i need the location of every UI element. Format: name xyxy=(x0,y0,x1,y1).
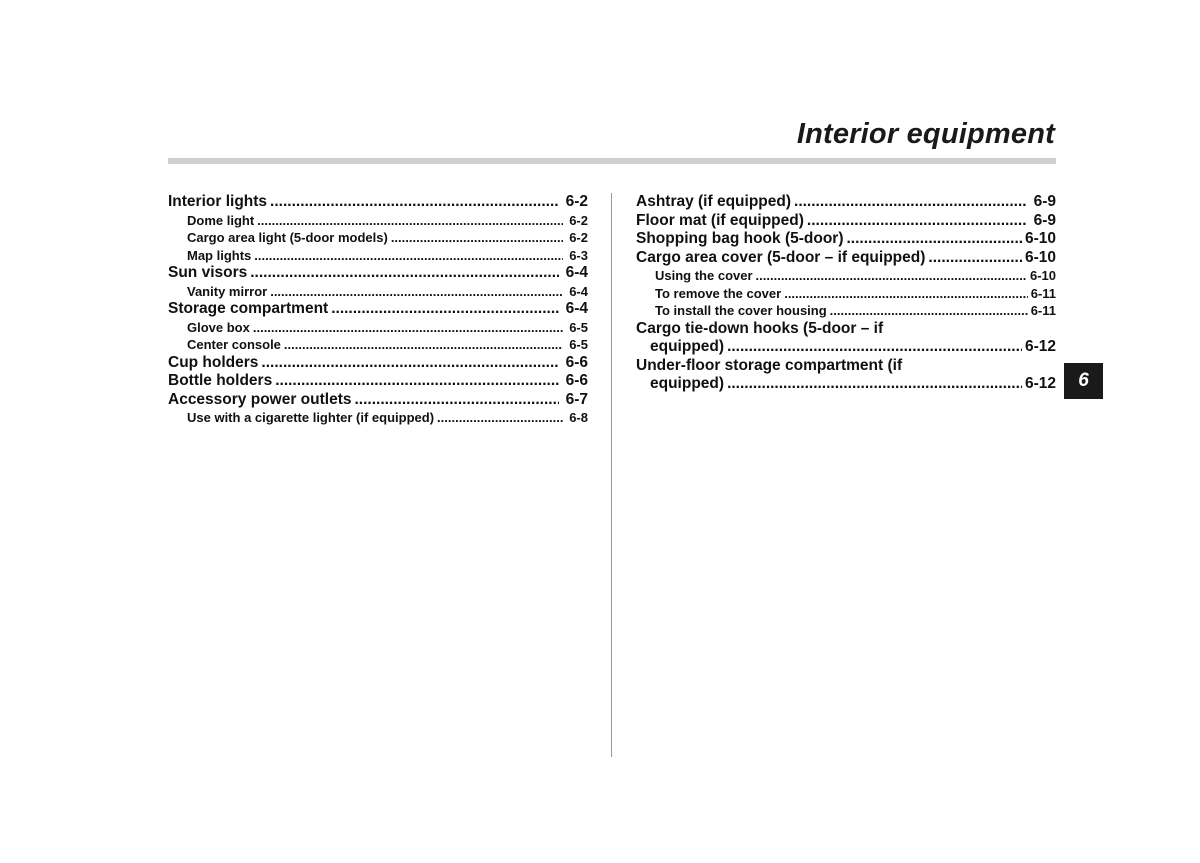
title-rule xyxy=(168,158,1056,164)
toc-entry-page: 6-2 xyxy=(565,193,588,210)
toc-entry-install-cover-housing[interactable] xyxy=(636,302,1056,320)
toc-entry-label: Shopping bag hook (5-door) xyxy=(636,230,844,247)
dot-leader xyxy=(784,285,1027,303)
toc-entry-label-line1: Cargo tie-down hooks (5-door – if xyxy=(636,319,884,337)
toc-entry-using-the-cover[interactable] xyxy=(636,267,1056,285)
column-divider xyxy=(611,193,612,757)
dot-leader xyxy=(270,193,559,212)
chapter-title: Interior equipment xyxy=(796,118,1055,150)
dot-leader xyxy=(250,264,559,283)
toc-entry-label-line2: equipped) xyxy=(650,338,725,355)
toc-entry-label: Cup holders xyxy=(168,353,259,371)
dot-leader xyxy=(257,212,563,230)
toc-entry-page: 6-9 xyxy=(1033,193,1056,210)
toc-entry-label: Cargo area cover (5-door – if equipped) xyxy=(636,248,926,266)
toc-entry-page: 6-2 xyxy=(569,212,588,228)
toc-left-column xyxy=(168,193,588,427)
toc-entry-ashtray[interactable] xyxy=(636,193,1056,212)
toc-entry-page: 6-5 xyxy=(569,319,588,335)
chapter-tab[interactable]: 6 xyxy=(1064,363,1103,399)
toc-entry-label: To install the cover housing xyxy=(655,303,827,318)
dot-leader xyxy=(275,372,559,391)
toc-entry-label: Using the cover xyxy=(655,268,753,283)
dot-leader xyxy=(437,409,563,427)
toc-entry-page: 6-8 xyxy=(569,410,588,425)
toc-entry-label: Glove box xyxy=(187,319,250,335)
toc-entry-map-lights[interactable] xyxy=(168,247,588,265)
dot-leader xyxy=(807,212,1027,231)
dot-leader xyxy=(794,193,1027,212)
toc-entry-cargo-area-cover[interactable] xyxy=(636,249,1056,268)
dot-leader xyxy=(391,229,563,247)
toc-entry-cup-holders[interactable] xyxy=(168,354,588,373)
toc-entry-page: 6-10 xyxy=(1029,268,1056,283)
toc-entry-cigarette-lighter[interactable] xyxy=(168,409,588,427)
dot-leader xyxy=(253,319,563,337)
toc-entry-label: To remove the cover xyxy=(655,285,782,301)
toc-entry-page: 6-7 xyxy=(565,390,588,408)
toc-entry-page: 6-10 xyxy=(1024,230,1056,247)
toc-entry-label: Center console xyxy=(187,337,281,352)
toc-entry-label: Map lights xyxy=(187,247,252,263)
toc-entry-page: 6-3 xyxy=(569,247,588,263)
toc-entry-label: Dome light xyxy=(187,212,255,228)
toc-entry-center-console[interactable] xyxy=(168,336,588,354)
toc-entry-remove-the-cover[interactable] xyxy=(636,285,1056,303)
dot-leader xyxy=(254,247,563,265)
toc-entry-vanity-mirror[interactable] xyxy=(168,283,588,301)
toc-entry-page: 6-5 xyxy=(569,337,588,352)
toc-entry-interior-lights[interactable] xyxy=(168,193,588,212)
dot-leader xyxy=(928,249,1022,268)
dot-leader xyxy=(331,300,559,319)
dot-leader xyxy=(727,375,1022,394)
toc-entry-continuation xyxy=(636,375,1056,394)
toc-entry-page: 6-11 xyxy=(1030,285,1056,301)
toc-entry-label: Vanity mirror xyxy=(187,283,268,299)
toc-entry-floor-mat[interactable] xyxy=(636,212,1056,231)
toc-entry-label: Sun visors xyxy=(168,264,248,281)
toc-entry-page: 6-2 xyxy=(569,230,588,245)
toc-entry-label: Use with a cigarette lighter (if equipped) xyxy=(187,410,435,425)
toc-entry-label: Cargo area light (5-door models) xyxy=(187,230,388,245)
toc-entry-bottle-holders[interactable] xyxy=(168,372,588,391)
toc-entry-sun-visors[interactable] xyxy=(168,264,588,283)
toc-entry-page: 6-6 xyxy=(565,372,588,389)
dot-leader xyxy=(284,336,563,354)
toc-entry-label: Ashtray (if equipped) xyxy=(636,193,792,210)
toc-entry-page: 6-6 xyxy=(565,353,588,371)
dot-leader xyxy=(847,230,1022,249)
toc-entry-page: 6-10 xyxy=(1024,248,1056,266)
toc-entry-label-line2: equipped) xyxy=(650,375,725,392)
toc-entry-label: Bottle holders xyxy=(168,372,273,389)
toc-entry-label: Interior lights xyxy=(168,193,268,210)
toc-entry-accessory-power-outlets[interactable] xyxy=(168,391,588,410)
toc-entry-page: 6-4 xyxy=(569,283,588,299)
dot-leader xyxy=(261,354,559,373)
toc-entry-glove-box[interactable] xyxy=(168,319,588,337)
toc-entry-label-line1: Under-floor storage compartment (if xyxy=(636,356,903,374)
toc-entry-page: 6-4 xyxy=(565,300,588,317)
dot-leader xyxy=(727,338,1022,357)
toc-entry-label: Floor mat (if equipped) xyxy=(636,211,804,229)
toc-entry-label: Accessory power outlets xyxy=(168,390,352,408)
toc-entry-label: Storage compartment xyxy=(168,300,329,317)
toc-entry-continuation xyxy=(636,338,1056,357)
toc-entry-page: 6-11 xyxy=(1030,303,1056,318)
toc-entry-page: 6-12 xyxy=(1024,338,1056,355)
toc-entry-page: 6-9 xyxy=(1033,211,1056,229)
toc-entry-under-floor-storage[interactable] xyxy=(636,357,1056,394)
toc-entry-page: 6-12 xyxy=(1024,375,1056,392)
toc-entry-cargo-area-light[interactable] xyxy=(168,229,588,247)
toc-entry-storage-compartment[interactable] xyxy=(168,300,588,319)
toc-entry-shopping-bag-hook[interactable] xyxy=(636,230,1056,249)
toc-entry-dome-light[interactable] xyxy=(168,212,588,230)
dot-leader xyxy=(270,283,563,301)
toc-right-column xyxy=(636,193,1056,394)
toc-entry-page: 6-4 xyxy=(565,264,588,281)
toc-entry-cargo-tie-down-hooks[interactable] xyxy=(636,320,1056,357)
dot-leader xyxy=(830,302,1028,320)
dot-leader xyxy=(354,391,559,410)
dot-leader xyxy=(756,267,1027,285)
